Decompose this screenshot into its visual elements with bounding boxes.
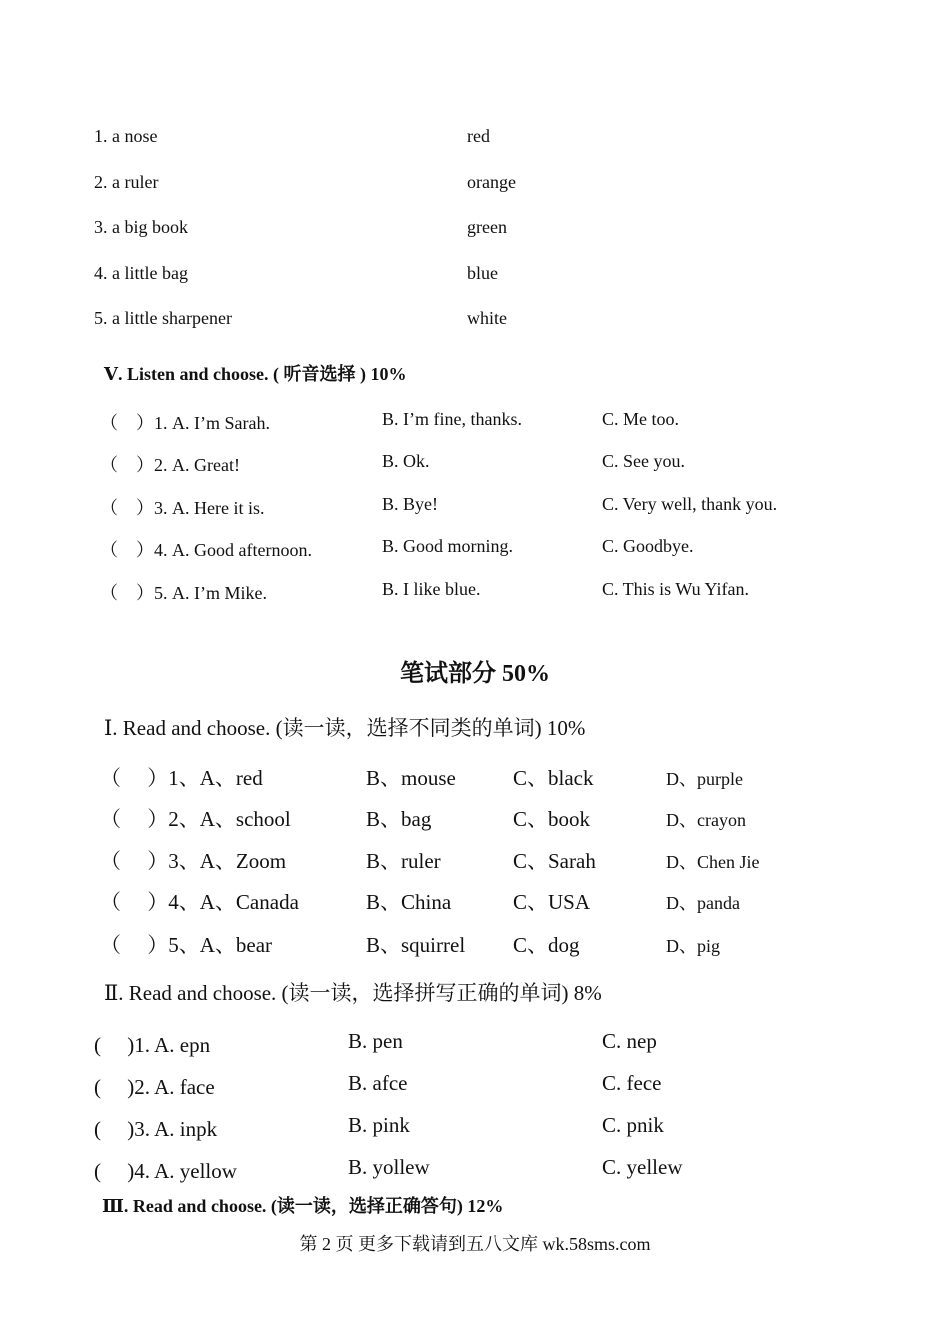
spell-q1-b: B. pen xyxy=(348,1029,403,1053)
match-left-3: 3. a big book xyxy=(94,217,188,237)
choose-q1-d: D、purple xyxy=(666,769,743,789)
listen-q3-c: C. Very well, thank you. xyxy=(602,494,778,514)
choose-q2-b: B、bag xyxy=(366,807,432,831)
match-left-1: 1. a nose xyxy=(94,126,158,146)
choose-q1-b: B、mouse xyxy=(366,766,456,790)
listen-q1-c: C. Me too. xyxy=(602,409,680,429)
choose-q1-c: C、black xyxy=(513,766,594,790)
match-right-2: orange xyxy=(467,172,516,192)
spell-q4-b: B. yollew xyxy=(348,1155,430,1179)
choose-q2-c: C、book xyxy=(513,807,591,831)
spell-q3-c: C. pnik xyxy=(602,1113,664,1137)
choose-q2-a: （ ）2、A、school xyxy=(100,807,291,831)
match-left-4: 4. a little bag xyxy=(94,263,188,283)
choose-q5-b: B、squirrel xyxy=(366,933,466,957)
match-left-2: 2. a ruler xyxy=(94,172,159,192)
spell-q3-b: B. pink xyxy=(348,1113,410,1137)
page-footer: 第 2 页 更多下载请到五八文库 wk.58sms.com xyxy=(299,1234,651,1254)
match-right-5: white xyxy=(467,308,507,328)
match-right-4: blue xyxy=(467,263,498,283)
listen-q4-a: （ ）4. A. Good afternoon. xyxy=(100,540,312,560)
section-iii-title: Ⅲ. Read and choose. (读一读，选择正确答句) 12% xyxy=(102,1196,504,1216)
listen-q2-a: （ ）2. A. Great! xyxy=(100,455,240,475)
choose-q1-a: （ ）1、A、red xyxy=(100,766,263,790)
listen-q1-b: B. I’m fine, thanks. xyxy=(382,409,522,429)
spell-q2-b: B. afce xyxy=(348,1071,408,1095)
choose-q3-b: B、ruler xyxy=(366,849,441,873)
spell-q2-c: C. fece xyxy=(602,1071,662,1095)
listen-q3-a: （ ）3. A. Here it is. xyxy=(100,498,265,518)
choose-q5-a: （ ）5、A、bear xyxy=(100,933,273,957)
spell-q1-a: ( )1. A. epn xyxy=(94,1033,211,1057)
choose-q3-c: C、Sarah xyxy=(513,849,596,873)
listen-q1-a: （ ）1. A. I’m Sarah. xyxy=(100,413,270,433)
section-i-title: Ⅰ. Read and choose. (读一读，选择不同类的单词) 10% xyxy=(104,716,586,740)
listen-q5-b: B. I like blue. xyxy=(382,579,481,599)
listen-q4-b: B. Good morning. xyxy=(382,536,514,556)
written-part-title: 笔试部分 50% xyxy=(400,661,550,687)
listen-q2-c: C. See you. xyxy=(602,451,685,471)
spell-q3-a: ( )3. A. inpk xyxy=(94,1117,218,1141)
spell-q1-c: C. nep xyxy=(602,1029,657,1053)
choose-q5-c: C、dog xyxy=(513,933,580,957)
choose-q3-a: （ ）3、A、Zoom xyxy=(100,849,287,873)
choose-q4-b: B、China xyxy=(366,890,452,914)
match-right-1: red xyxy=(467,126,490,146)
listen-q5-c: C. This is Wu Yifan. xyxy=(602,579,749,599)
match-left-5: 5. a little sharpener xyxy=(94,308,232,328)
choose-q2-d: D、crayon xyxy=(666,810,746,830)
listen-q3-b: B. Bye! xyxy=(382,494,438,514)
spell-q4-a: ( )4. A. yellow xyxy=(94,1159,237,1183)
listen-q5-a: （ ）5. A. I’m Mike. xyxy=(100,583,267,603)
listen-q2-b: B. Ok. xyxy=(382,451,430,471)
choose-q5-d: D、pig xyxy=(666,936,720,956)
match-right-3: green xyxy=(467,217,507,237)
choose-q4-a: （ ）4、A、Canada xyxy=(100,890,299,914)
spell-q2-a: ( )2. A. face xyxy=(94,1075,215,1099)
spell-q4-c: C. yellew xyxy=(602,1155,683,1179)
listen-q4-c: C. Goodbye. xyxy=(602,536,694,556)
choose-q3-d: D、Chen Jie xyxy=(666,852,760,872)
choose-q4-c: C、USA xyxy=(513,890,591,914)
section-ii-title: Ⅱ. Read and choose. (读一读，选择拼写正确的单词) 8% xyxy=(104,981,602,1005)
section-v-title: Ⅴ. Listen and choose. ( 听音选择 ) 10% xyxy=(104,364,407,384)
choose-q4-d: D、panda xyxy=(666,893,740,913)
